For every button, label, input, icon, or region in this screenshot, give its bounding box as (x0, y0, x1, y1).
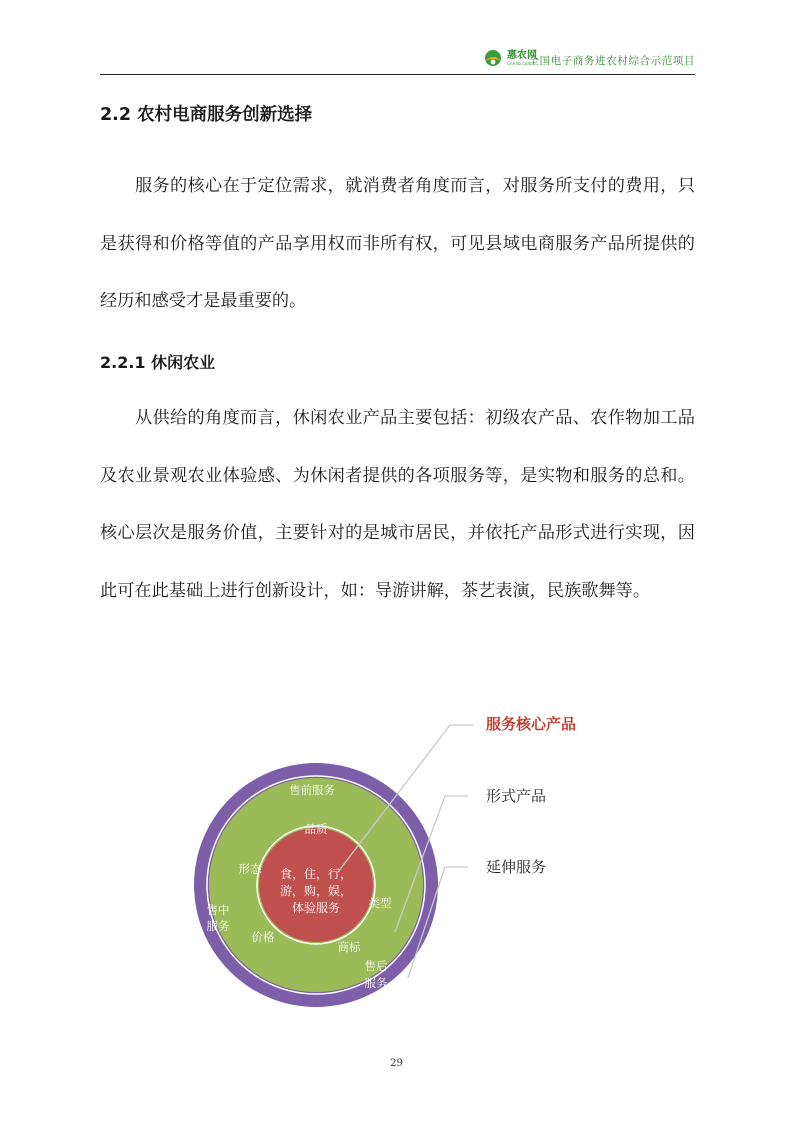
label-shape: 形态 (238, 862, 262, 876)
service-layers-diagram (190, 700, 610, 1010)
header-title: 全国电子商务进农村综合示范项目 (528, 55, 695, 67)
label-aftersale-1: 售后 (364, 959, 388, 973)
label-insale-2: 服务 (206, 919, 230, 933)
label-type: 类型 (368, 896, 392, 910)
section-paragraph: 服务的核心在于定位需求，就消费者角度而言，对服务所支付的费用，只是获得和价格等值的产品享用权而非所有权，可见县域电商服务产品所提供的经历和感受才是最重要的。 (100, 176, 695, 311)
logo-icon (482, 49, 504, 67)
core-text-line3: 体验服务 (291, 901, 341, 915)
core-text-line2: 游，购，娱， (279, 884, 353, 898)
label-price: 价格 (251, 930, 275, 944)
callout-form-label: 形式产品 (486, 787, 547, 805)
callout-core-label: 服务核心产品 (486, 715, 577, 733)
subsection-heading: 2.2.1 休闲农业 (100, 353, 216, 372)
label-insale-1: 售中 (206, 903, 230, 917)
core-text-line1: 食，住，行， (279, 867, 353, 881)
page-number: 29 (390, 1058, 403, 1069)
subsection-paragraph: 从供给的角度而言，休闲农业产品主要包括：初级农产品、农作物加工品及农业景观农业体验感、为休闲者提供的各项服务等，是实物和服务的总和。核心层次是服务价值，主要针对的是城市居民，并依托产品形式进行实现，因此可在此基础上进行创新设计，如：导游讲解，茶艺表演，民族歌舞等。 (100, 408, 695, 601)
label-quality: 品质 (304, 822, 328, 836)
label-presale: 售前服务 (289, 783, 335, 797)
label-aftersale-2: 服务 (364, 976, 388, 990)
page-header (100, 44, 695, 75)
label-brand: 商标 (337, 940, 361, 954)
logo-text-en: Cnhnb.com (507, 60, 532, 66)
callout-extended-label: 延伸服务 (486, 858, 547, 876)
logo-text-cn: 惠农网 (507, 49, 537, 61)
section-heading: 2.2 农村电商服务创新选择 (100, 105, 313, 125)
